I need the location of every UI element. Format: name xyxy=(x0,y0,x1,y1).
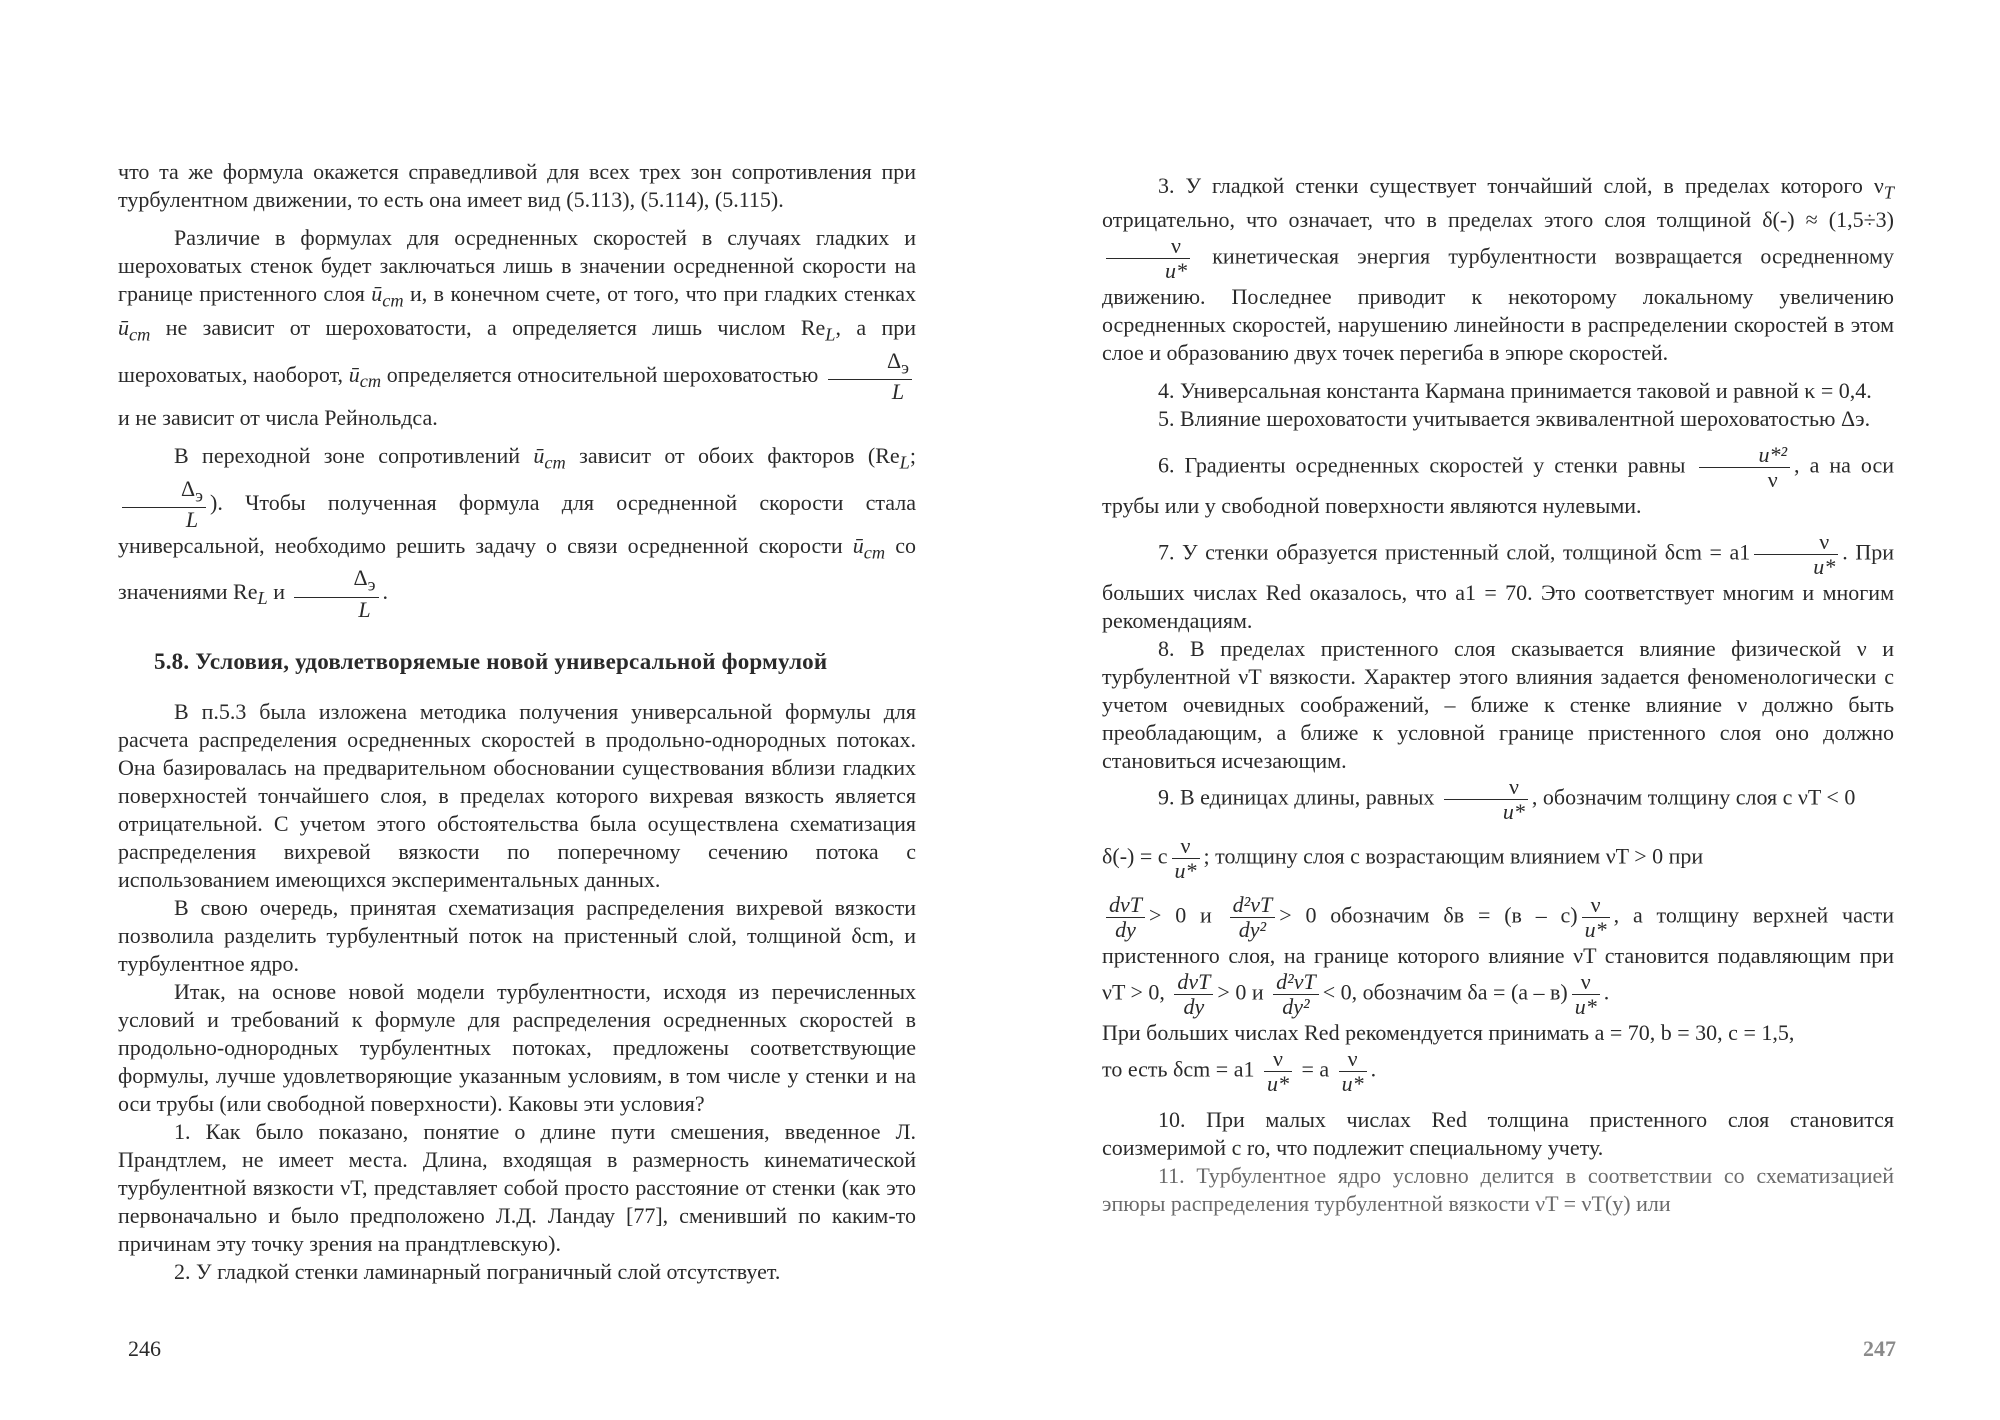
left-page-text xyxy=(118,158,916,1286)
paragraph: В переходной зоне сопротивлений $ū_{cm}$ зависит от обоих факторов ($Re_L$; $\frac{\Delta_э}{L}$ ). Чтобы полученная формула для осредненной скорости стала универсальной, необходимо решить задачу о связи осредненной скорости $ū_{cm}$ со значениями $Re_L$ и $\frac{\Delta_э}{L}$ . xyxy=(118,443,917,622)
list-item: 10. При малых числах Red толщина пристенного слоя становится соизмеримой с ro, что подлежит специальному учету. xyxy=(1102,1107,1894,1161)
fraction-delta-over-l: $\frac{\Delta_э}{L}$ xyxy=(294,566,378,621)
fraction-nu-over-ustar: $\frac{\nu}{u*}$ xyxy=(1572,970,1600,1019)
list-item: 5. Влияние шероховатости учитывается эквивалентной шероховатостью Δэ. xyxy=(1158,406,1871,432)
paragraph: что та же формула окажется справедливой для всех трех зон сопротивления при турбулентном движении, то есть она имеет вид (5.113), (5.114), (5.115). xyxy=(118,159,916,212)
formula-line: то есть δcm = a1 $\frac{\nu}{u*}$ = a $\frac{\nu}{u*}$ . xyxy=(1102,1046,1377,1097)
right-page-text xyxy=(1102,172,1894,1218)
list-item: 7. У стенки образуется пристенный слой, толщиной δcm = a1 $\frac{\nu}{u*}$ . При больших числах Red оказалось, что a1 = 70. Это соответствует многим и многим рекомендациям. xyxy=(1102,529,1894,634)
list-item: 9. В единицах длины, равных $\frac{\nu}{u*}$ , обозначим толщину слоя с νT < 0 xyxy=(1158,774,1856,825)
fraction-nu-over-ustar: $\frac{\nu}{u*}$ xyxy=(1172,834,1200,883)
fraction-nu-over-ustar: $\frac{\nu}{u*}$ xyxy=(1264,1047,1292,1096)
list-item: 11. Турбулентное ядро условно делится в соответствии со схематизацией эпюры распределения турбулентной вязкости νT = νT(y) или xyxy=(1102,1163,1894,1217)
formula-line: $\frac{\text{dνT}}{dy}$ > 0 и $\frac{\text{d²νT}}{\text{dy²}}$ > 0 обозначим δв = (в – c) $\frac{\nu}{u*}$ , а толщину верхней части пристенного слоя, на границе которого влияние νT становится подавляющим при νT > 0, $\frac{\text{dνT}}{dy}$ > 0 и $\frac{\text{d²νT}}{\text{dy²}}$ < 0, обозначим δa = (a – в) $\frac{\nu}{u*}$ . xyxy=(1102,892,1894,1020)
fraction-ustar-sq-over-nu: $\frac{\text{u*²}}{\nu}$ xyxy=(1699,443,1790,492)
fraction-nu-over-ustar: $\frac{\nu}{u*}$ xyxy=(1582,893,1610,942)
page-number: 246 xyxy=(128,1336,161,1361)
page-number: 247 xyxy=(1863,1336,1896,1361)
fraction-dnu-dy: $\frac{\text{dνT}}{dy}$ xyxy=(1174,970,1213,1019)
section-heading: 5.8. Условия, удовлетворяемые новой универсальной формулой xyxy=(154,648,828,674)
paragraph: Итак, на основе новой модели турбулентности, исходя из перечисленных условий и требований к формуле для распределения осредненных скоростей в продольно-однородных турбулентных потоках, предложены соответствующие формулы, лучше удовлетворяющие указанным условиям, в том числе у стенки и на оси трубы (или свободной поверхности). Каковы эти условия? xyxy=(118,978,916,1116)
right-page xyxy=(1000,0,2000,1420)
paragraph: В свою очередь, принятая схематизация распределения вихревой вязкости позволила разделить турбулентный поток на пристенный слой, толщиной δcm, и турбулентное ядро. xyxy=(118,894,916,976)
fraction-nu-over-ustar: $\frac{\nu}{u*}$ xyxy=(1444,775,1528,824)
formula-line: δ(-) = c $\frac{\nu}{u*}$ ; толщину слоя с возрастающим влиянием νT > 0 при xyxy=(1102,833,1704,884)
fraction-nu-over-ustar: $\frac{\nu}{u*}$ xyxy=(1339,1047,1367,1096)
fraction-delta-over-l: $\frac{\Delta_э}{L}$ xyxy=(122,477,206,532)
fraction-d2nu-dy2: $\frac{\text{d²νT}}{\text{dy²}}$ xyxy=(1230,893,1276,942)
fraction-d2nu-dy2: $\frac{\text{d²νT}}{\text{dy²}}$ xyxy=(1273,970,1319,1019)
list-item: 4. Универсальная константа Кармана принимается таковой и равной κ = 0,4. xyxy=(1158,378,1872,404)
formula-line: При больших числах Red рекомендуется принимать a = 70, b = 30, c = 1,5, xyxy=(1102,1020,1795,1046)
fraction-delta-over-l: $\frac{\Delta_э}{L}$ xyxy=(828,349,912,404)
paragraph: 2. У гладкой стенки ламинарный пограничный слой отсутствует. xyxy=(174,1258,781,1284)
fraction-dnu-dy: $\frac{\text{dνT}}{dy}$ xyxy=(1106,893,1145,942)
fraction-nu-over-ustar: $\frac{\nu}{u*}$ xyxy=(1106,234,1190,283)
paragraph: В п.5.3 была изложена методика получения универсальной формулы для расчета распределения осредненных скоростей в продольно-однородных потоках. Она базировалась на предварительном обосновании существования вблизи гладких поверхностей тончайшего слоя, в пределах которого вихревая вязкость является отрицательной. С учетом этого обстоятельства была осуществлена схематизация распределения вихревой вязкости по поперечному сечению потока с использованием имеющихся экспериментальных данных. xyxy=(118,698,916,892)
paragraph: 1. Как было показано, понятие о длине пути смешения, введенное Л. Прандтлем, не имеет места. Длина, входящая в размерность кинематической турбулентной вязкости νT, представляет собой просто расстояние от стенки (как это первоначально и было предположено Л.Д. Ландау [77], сменивший по каким-то причинам эту точку зрения на прандтлевскую). xyxy=(118,1118,916,1256)
list-item: 3. У гладкой стенки существует тончайший слой, в пределах которого $\nu_T$ отрицательно, что означает, что в пределах этого слоя толщиной δ(-) ≈ (1,5÷3) $\frac{\nu}{u*}$ кинетическая энергия турбулентности возвращается осредненному движению. Последнее приводит к некоторому локальному увеличению осредненных скоростей, нарушению линейности в распределении скоростей в этом слое и образованию двух точек перегиба в эпюре скоростей. xyxy=(1102,173,1895,366)
list-item: 6. Градиенты осредненных скоростей у стенки равны $\frac{\text{u*²}}{\nu}$ , а на оси трубы или у свободной поверхности являются нулевыми. xyxy=(1102,442,1895,519)
list-item: 8. В пределах пристенного слоя сказывается влияние физической ν и турбулентной νT вязкости. Характер этого влияния задается феноменологически с учетом очевидных соображений, – ближе к стенке влияние ν должно быть преобладающим, а ближе к условной границе пристенного слоя оно должно становиться исчезающим. xyxy=(1102,636,1894,774)
paragraph: Различие в формулах для осредненных скоростей в случаях гладких и шероховатых стенок будет заключаться лишь в значении осредненной скорости на границе пристенного слоя $ū_{cm}$ и, в конечном счете, от того, что при гладких стенках $ū_{cm}$ не зависит от шероховатости, а определяется лишь числом $Re_L$, а при шероховатых, наоборот, $ū_{cm}$ определяется относительной шероховатостью $\frac{\Delta_э}{L}$ и не зависит от числа Рейнольдса. xyxy=(118,225,917,431)
fraction-nu-over-ustar: $\frac{\nu}{u*}$ xyxy=(1754,530,1838,579)
